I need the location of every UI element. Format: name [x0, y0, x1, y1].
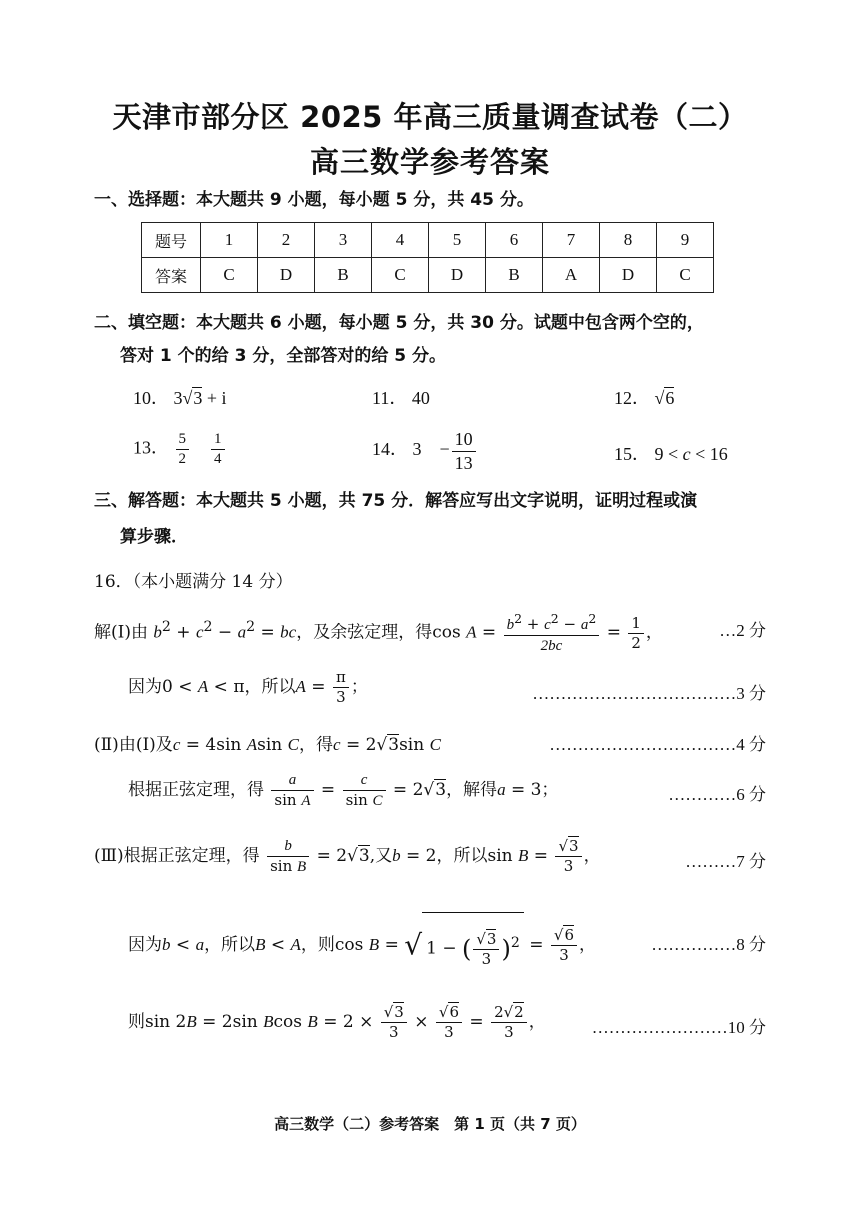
fill-answer-12: 12． √6 [614, 388, 675, 408]
document-title: 天津市部分区 2025 年高三质量调查试卷（二） [112, 100, 748, 134]
step-text: ，及余弦定理，得 [296, 622, 433, 643]
section-3-heading-line1: 三、解答题：本大题共 5 小题，共 75 分．解答应写出文字说明，证明过程或演 [94, 491, 698, 511]
fill-answer-11 [372, 384, 430, 410]
question-label: 10． [133, 388, 169, 408]
question-label: 11． [372, 388, 408, 408]
answer-cell: B [315, 258, 372, 293]
answer-value: 40 [411, 388, 430, 408]
solution-step-2: 因为0 < A < π，所以A = $\frac{\pi}{3}$ ； [128, 668, 368, 706]
step-text: ，则 [300, 935, 335, 956]
answer-cell: C [201, 258, 258, 293]
question-number: 6 [486, 223, 543, 258]
question-label: 14． [372, 439, 408, 460]
solution-step-5: (Ⅲ)根据正弦定理，得 $\frac{b}{\text{sin B}}$ = 2√3,又b = 2，所以sin B = $\frac{√3}{3}$ ， [94, 837, 601, 875]
step-text: (Ⅱ)由(Ⅰ)及 [94, 735, 173, 755]
answer-cell: D [429, 258, 486, 293]
page-footer: 高三数学（二）参考答案 第 1 页（共 7 页） [274, 1115, 586, 1133]
answer-cell: D [600, 258, 657, 293]
section-1-heading: 一、选择题：本大题共 9 小题，每小题 5 分，共 45 分。 [94, 190, 534, 210]
score-marker: …………6 分 [668, 785, 766, 804]
question-number-row [142, 223, 714, 258]
multiple-choice-answer-table [141, 222, 714, 293]
question-number: 2 [258, 223, 315, 258]
step-text: ，所以 [436, 846, 488, 866]
answer-cell: D [258, 258, 315, 293]
document-subtitle: 高三数学参考答案 [309, 145, 550, 179]
question-label: 12． [614, 388, 650, 408]
score-marker: ……………………10 分 [591, 1018, 766, 1037]
score-marker: …2 分 [719, 621, 766, 640]
question-label: 13． [133, 437, 169, 458]
step-text: 根据正弦定理，得 [128, 780, 264, 800]
solution-step-1: 解(Ⅰ)由 $b^2 + c^2 - a^2$ = bc，及余弦定理，得cos A = $\frac{b^2 + c^2 - a^2}{2bc}$ = $\frac{1}{2}$ ， [94, 610, 663, 654]
question-number: 5 [429, 223, 486, 258]
score-marker: ……………8 分 [651, 935, 766, 954]
fill-answer-10: 10． 3√3 + i [133, 388, 227, 408]
solution-step-4: 根据正弦定理，得 $\frac{a}{\text{sin A}}$ = $\frac{c}{\text{sin C}}$ = 2√3，解得a = 3； [128, 772, 559, 809]
answer-cell: C [372, 258, 429, 293]
question-number: 1 [201, 223, 258, 258]
question-number: 9 [657, 223, 714, 258]
answer-cell: A [543, 258, 600, 293]
row-label-answer: 答案 [142, 258, 201, 293]
question-number: 4 [372, 223, 429, 258]
step-text: ，所以 [204, 935, 256, 956]
score-marker: ………………………………3 分 [532, 684, 766, 703]
question-number: 3 [315, 223, 372, 258]
section-2-heading-line1: 二、填空题：本大题共 6 小题，每小题 5 分，共 30 分。试题中包含两个空的， [94, 313, 704, 333]
section-3-heading-line2: 算步骤． [120, 527, 188, 547]
step-text: (Ⅲ)根据正弦定理，得 [94, 846, 260, 866]
row-label-question: 题号 [142, 223, 201, 258]
step-text: ，所以 [244, 677, 296, 697]
score-marker: ……………………………4 分 [549, 735, 766, 754]
step-text: ,又 [369, 846, 393, 866]
question-number: 8 [600, 223, 657, 258]
fill-answer-13: 13． $\frac{5}{2}$ $\frac{1}{4}$ [133, 430, 227, 469]
solution-step-6: 因为b < a，所以B < A，则cos B = √ 1 − ( $\frac{√3}{3}$ )$^2$ = $\frac{√6}{3}$ ， [128, 912, 808, 979]
step-text: 因为 [128, 677, 162, 697]
fill-answer-14: 14． 3 − $\frac{10}{13}$ [372, 428, 478, 474]
step-text: 解(Ⅰ)由 [94, 622, 148, 643]
answer-value: 3 [412, 439, 422, 460]
question-number: 7 [543, 223, 600, 258]
step-text: 则 [128, 1012, 145, 1032]
question-16-title: 16．（本小题满分 14 分） [94, 572, 293, 592]
score-marker: ………7 分 [685, 852, 766, 871]
answer-cell: C [657, 258, 714, 293]
solution-step-3: (Ⅱ)由(Ⅰ)及c = 4sin Asin C，得c = 2√3sin C [94, 735, 441, 755]
question-label: 15． [614, 444, 650, 464]
step-text: 因为 [128, 935, 162, 956]
section-2-heading-line2: 答对 1 个的给 3 分，全部答对的给 5 分。 [120, 346, 446, 366]
answer-cell: B [486, 258, 543, 293]
step-text: ，解得 [446, 780, 498, 800]
answer-row [142, 258, 714, 293]
step-text: ，得 [299, 735, 333, 755]
solution-step-7: 则sin 2B = 2sin Bcos B = 2 × $\frac{√3}{3}$ × $\frac{√6}{3}$ = $\frac{2√2}{3}$ ， [128, 1003, 546, 1041]
fill-answer-15: 15． 9 < c < 16 [614, 444, 728, 464]
